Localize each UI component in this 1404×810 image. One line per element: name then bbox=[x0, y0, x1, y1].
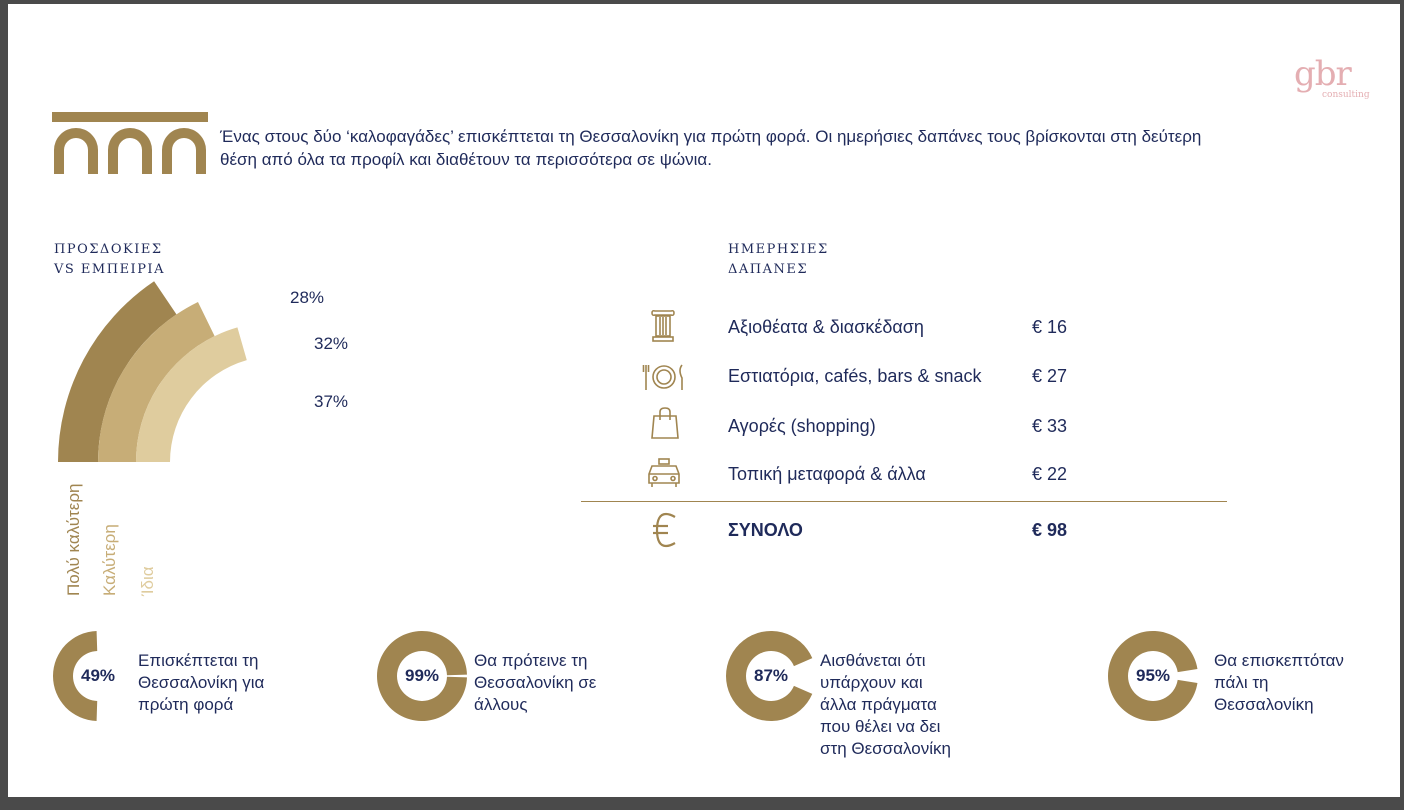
donut-caption-line: Αισθάνεται ότι bbox=[820, 651, 926, 670]
donut-caption-2 bbox=[820, 650, 951, 760]
euro-icon bbox=[652, 512, 678, 548]
expense-label-shopping: Αγορές (shopping) bbox=[728, 416, 876, 436]
donut-caption-line: υπάρχουν και bbox=[820, 673, 923, 692]
arc-value-label-2: 37% bbox=[314, 392, 349, 411]
donut-value-label-1: 99% bbox=[404, 666, 440, 685]
expense-total-value: € 98 bbox=[1032, 520, 1068, 540]
donut-caption-line: στη Θεσσαλονίκη bbox=[820, 739, 951, 758]
donut-value-label-3: 95% bbox=[1135, 666, 1171, 685]
donut-caption-line: Θεσσαλονίκη για bbox=[138, 673, 265, 692]
donut-caption-line: που θέλει να δει bbox=[820, 717, 941, 736]
plate-cutlery-icon bbox=[642, 362, 686, 392]
arc-value-label-1: 32% bbox=[314, 334, 349, 353]
gbr-logo bbox=[1294, 54, 1384, 104]
donut-caption-line: πάλι τη bbox=[1214, 673, 1269, 692]
donut-caption-line: πρώτη φορά bbox=[138, 695, 234, 714]
header-text: Ένας στους δύο ‘καλοφαγάδες’ επισκέπτεται τη Θεσσαλονίκη για πρώτη φορά. Οι ημερήσιες δαπάνες τους βρίσκονται στη δεύτερη θέση από όλα τα προφίλ και διαθέτουν τα περισσότερα σε ψώνια. bbox=[220, 127, 1202, 169]
donut-caption-3 bbox=[1214, 650, 1344, 716]
donut-caption-line: άλλα πράγματα bbox=[820, 695, 937, 714]
arc-category-label-0: Πολύ καλύτερη bbox=[64, 483, 83, 596]
expense-value-transport: € 22 bbox=[1032, 464, 1068, 484]
donut-value-label-2: 87% bbox=[753, 666, 789, 685]
donut-caption-0 bbox=[138, 650, 264, 716]
expense-label-sights: Αξιοθέατα & διασκέδαση bbox=[728, 317, 924, 337]
donut-caption-line: άλλους bbox=[474, 695, 528, 714]
donut-caption-line: Θεσσαλονίκη bbox=[1214, 695, 1314, 714]
logo-sub-text: consulting bbox=[1322, 90, 1370, 100]
expense-total-label: ΣΥΝΟΛΟ bbox=[728, 520, 803, 540]
donut-caption-1 bbox=[474, 650, 596, 716]
arc-category-label-1: Καλύτερη bbox=[100, 524, 119, 596]
expectations-title-line2: VS ΕΜΠΕΙΡΙΑ bbox=[54, 262, 165, 277]
expenses-title bbox=[728, 240, 829, 280]
expense-value-shopping: € 33 bbox=[1032, 416, 1068, 436]
expense-label-restaurants: Εστιατόρια, cafés, bars & snack bbox=[728, 366, 982, 386]
donut-value-label-0: 49% bbox=[80, 666, 116, 685]
expense-label-transport: Τοπική μεταφορά & άλλα bbox=[728, 464, 926, 484]
expense-value-restaurants: € 27 bbox=[1032, 366, 1068, 386]
donut-caption-line: Θα επισκεπτόταν bbox=[1214, 651, 1344, 670]
taxi-icon bbox=[646, 457, 682, 489]
logo-main-text: gbr bbox=[1294, 54, 1351, 94]
donut-caption-line: Θα πρότεινε τη bbox=[474, 651, 588, 670]
shopping-bag-icon bbox=[650, 406, 680, 440]
column-icon bbox=[650, 309, 676, 343]
expense-value-sights: € 16 bbox=[1032, 317, 1068, 337]
arc-category-label-2: Ίδια bbox=[138, 566, 157, 596]
arc-value-label-0: 28% bbox=[290, 288, 325, 307]
slide bbox=[8, 4, 1400, 797]
expectations-title-line1: ΠΡΟΣΔΟΚΙΕΣ bbox=[54, 242, 163, 257]
donut-caption-line: Επισκέπτεται τη bbox=[138, 651, 259, 670]
expenses-title-line2: ΔΑΠΑΝΕΣ bbox=[728, 262, 809, 277]
expenses-title-line1: ΗΜΕΡΗΣΙΕΣ bbox=[728, 242, 829, 257]
expenses-divider bbox=[581, 501, 1227, 502]
donut-caption-line: Θεσσαλονίκη σε bbox=[474, 673, 597, 692]
